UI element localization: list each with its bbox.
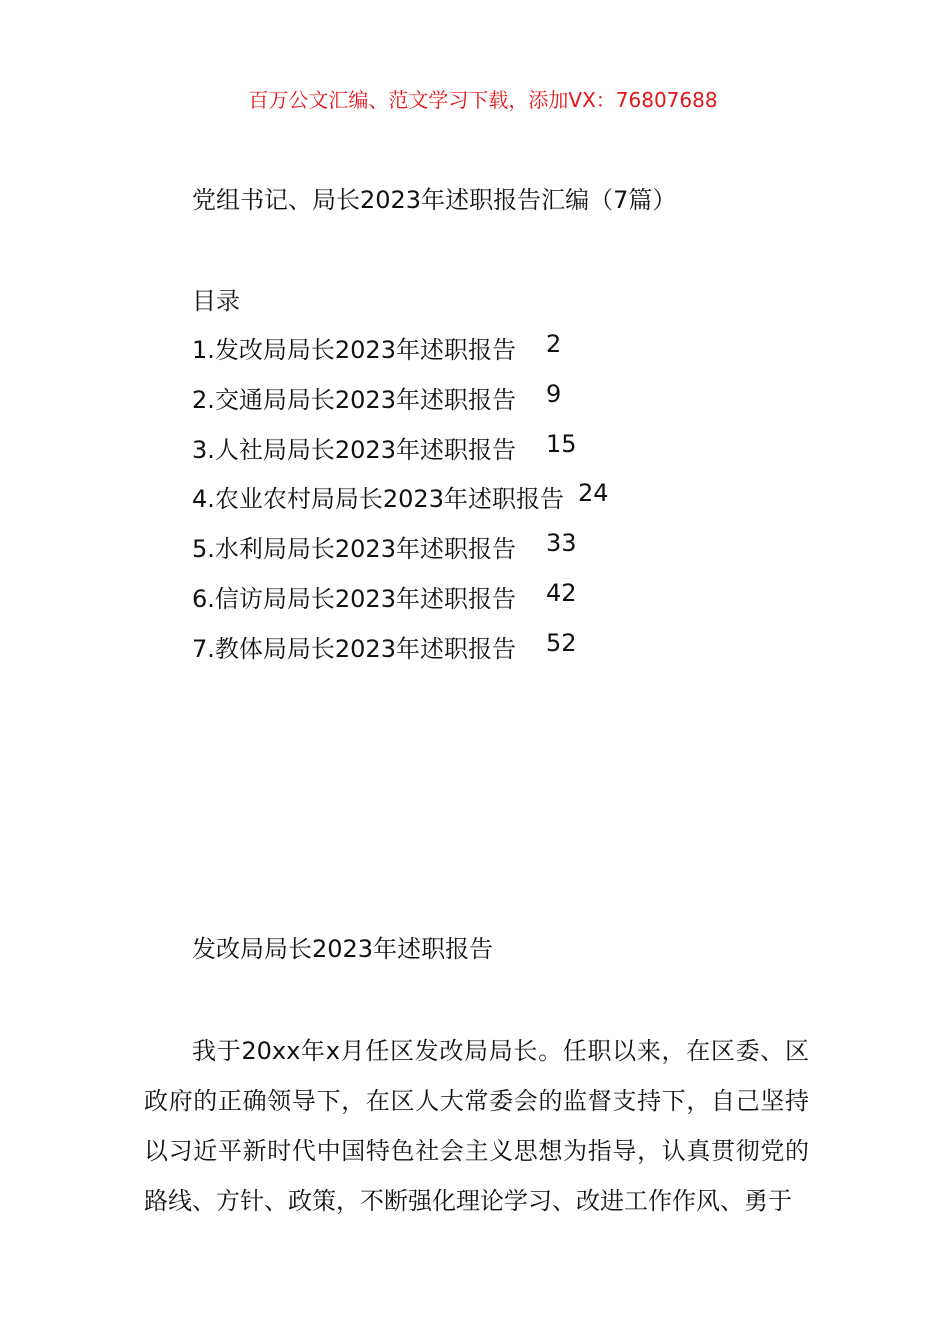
toc-item-page: 24	[578, 479, 609, 508]
toc-heading: 目录	[192, 287, 240, 315]
toc-item-page: 33	[546, 529, 577, 558]
toc-item[interactable]	[192, 579, 609, 629]
toc-item-label: 6.信访局局长2023年述职报告	[192, 584, 516, 613]
document-title: 党组书记、局长2023年述职报告汇编（7篇）	[192, 186, 677, 214]
toc-item-label: 3.人社局局长2023年述职报告	[192, 435, 516, 464]
body-paragraph: 我于20xx年x月任区发改局局长。任职以来，在区委、区政府的正确领导下，在区人大常委会的监督支持下，自己坚持以习近平新时代中国特色社会主义思想为指导，认真贯彻党的路线、方针、政策，不断强化理论学习、改进工作作风、勇于	[144, 1037, 809, 1215]
toc-item-page: 52	[546, 628, 577, 657]
toc-item-label: 2.交通局局长2023年述职报告	[192, 385, 516, 414]
toc-item[interactable]	[192, 479, 609, 529]
toc-item[interactable]	[192, 330, 609, 380]
toc-item[interactable]	[192, 629, 609, 679]
promo-banner: 百万公文汇编、范文学习下载，添加VX：76807688	[248, 88, 718, 112]
toc-item[interactable]	[192, 430, 609, 480]
toc-item-label: 5.水利局局长2023年述职报告	[192, 535, 516, 564]
toc-item-page: 42	[546, 578, 577, 607]
toc-item-label: 4.农业农村局局长2023年述职报告	[192, 485, 564, 514]
toc-item-page: 9	[546, 379, 562, 408]
toc-item[interactable]	[192, 380, 609, 430]
table-of-contents	[192, 330, 609, 679]
toc-item[interactable]	[192, 529, 609, 579]
toc-item-label: 1.发改局局长2023年述职报告	[192, 336, 516, 364]
section-title: 发改局局长2023年述职报告	[192, 935, 494, 963]
toc-item-page: 15	[546, 429, 577, 458]
toc-item-label: 7.教体局局长2023年述职报告	[192, 634, 516, 663]
toc-item-page: 2	[546, 330, 562, 358]
